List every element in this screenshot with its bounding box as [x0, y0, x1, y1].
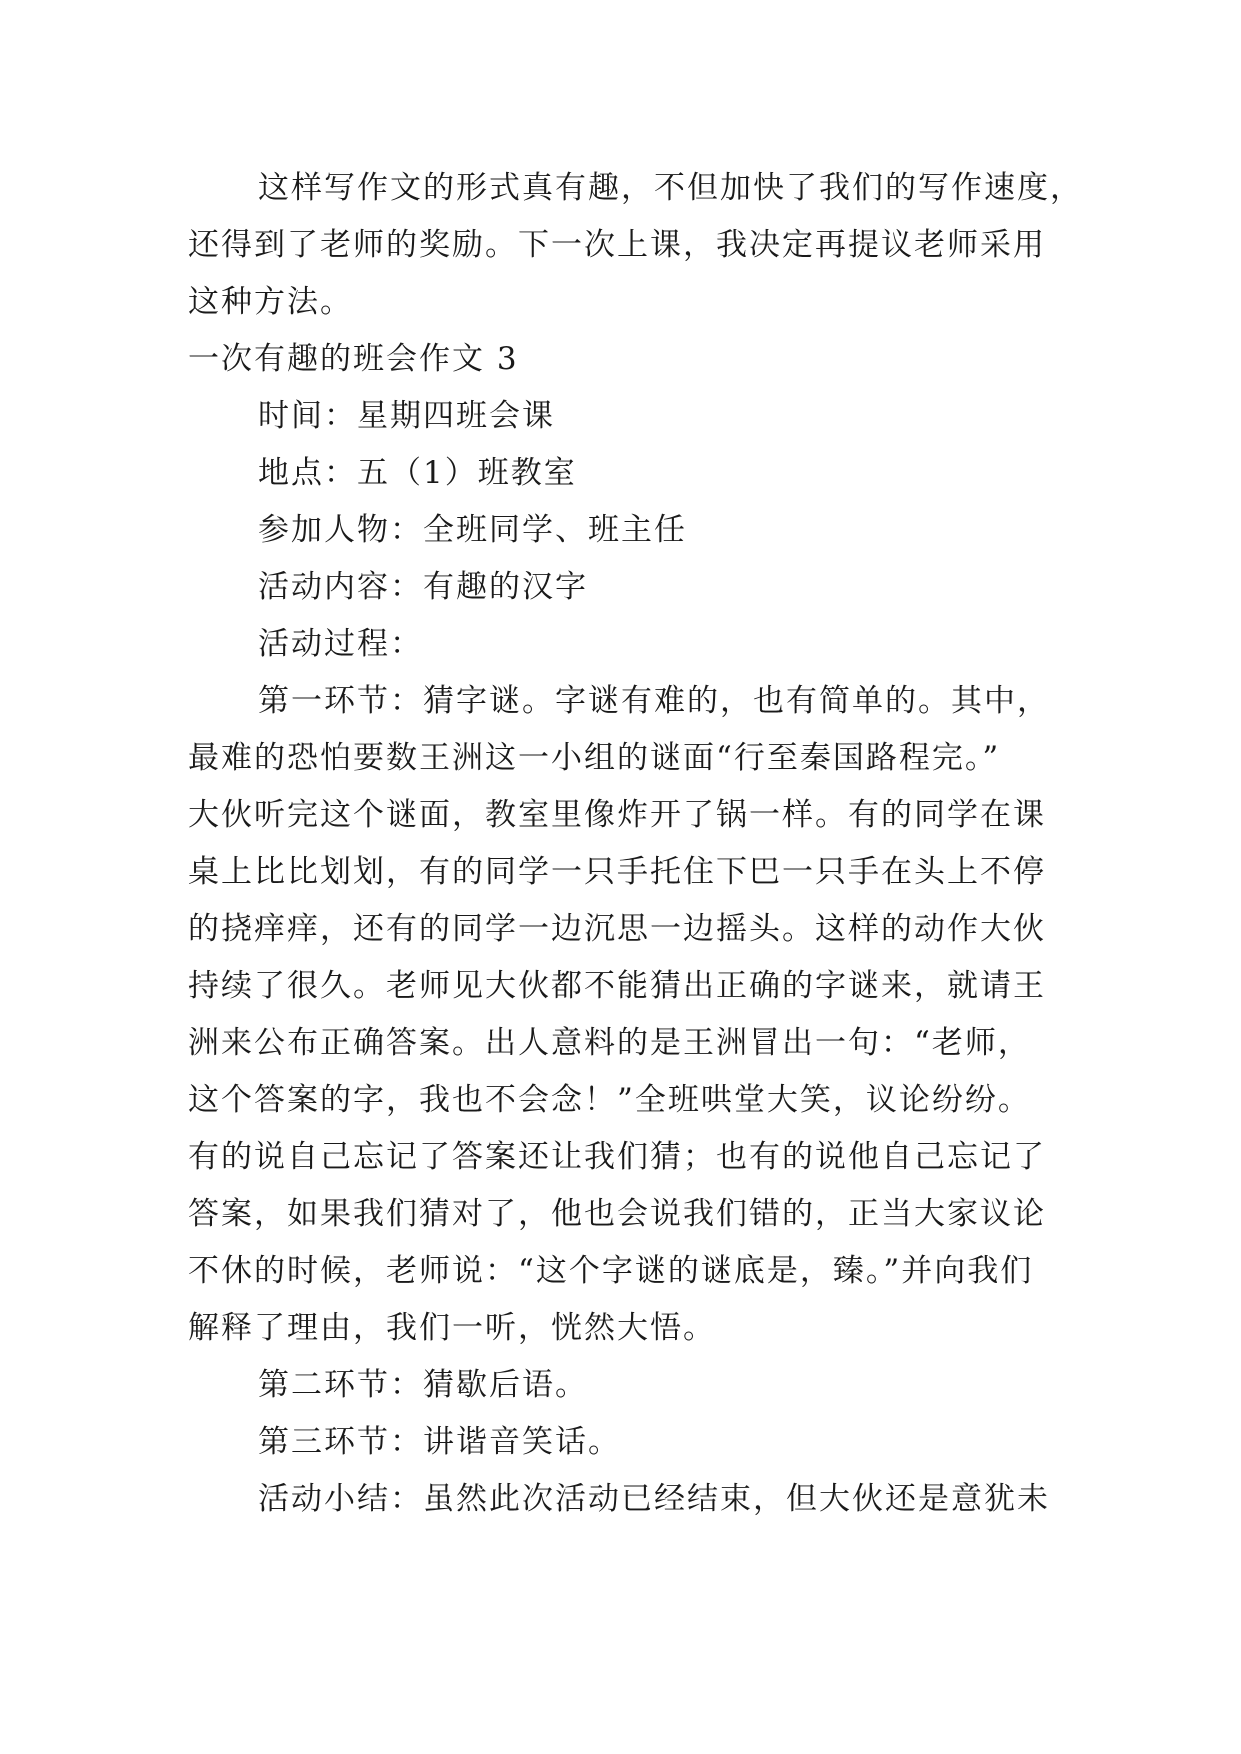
paragraph-line-11: 最难的恐怕要数王洲这一小组的谜面“行至秦国路程完。”: [188, 740, 1001, 776]
paragraph-line-15: 持续了很久。老师见大伙都不能猜出正确的字谜来，就请王: [188, 968, 1046, 1004]
paragraph-line-21: 解释了理由，我们一听，恍然大悟。: [188, 1310, 716, 1346]
section-heading: 一次有趣的班会作文 3: [188, 341, 519, 377]
paragraph-line-17: 这个答案的字，我也不会念！”全班哄堂大笑，议论纷纷。: [188, 1082, 1031, 1118]
paragraph-line-1: 这样写作文的形式真有趣，不但加快了我们的写作速度，: [258, 170, 1083, 206]
paragraph-line-14: 的挠痒痒，还有的同学一边沉思一边摇头。这样的动作大伙: [188, 911, 1046, 947]
paragraph-line-16: 洲来公布正确答案。出人意料的是王洲冒出一句：“老师，: [188, 1025, 1031, 1061]
activity-process-label: 活动过程：: [258, 626, 423, 662]
summary-line: 活动小结：虽然此次活动已经结束，但大伙还是意犹未: [258, 1481, 1050, 1517]
third-segment-line: 第三环节：讲谐音笑话。: [258, 1424, 621, 1460]
paragraph-line-20: 不休的时候，老师说：“这个字谜的谜底是，臻。”并向我们: [188, 1253, 1034, 1289]
paragraph-line-3: 这种方法。: [188, 284, 353, 320]
paragraph-line-19: 答案，如果我们猜对了，他也会说我们错的，正当大家议论: [188, 1196, 1046, 1232]
paragraph-line-10: 第一环节：猜字谜。字谜有难的，也有简单的。其中，: [258, 683, 1050, 719]
second-segment-line: 第二环节：猜歇后语。: [258, 1367, 588, 1403]
paragraph-line-2: 还得到了老师的奖励。下一次上课，我决定再提议老师采用: [188, 227, 1046, 263]
paragraph-line-13: 桌上比比划划，有的同学一只手托住下巴一只手在头上不停: [188, 854, 1046, 890]
location-line: 地点：五（1）班教室: [258, 455, 577, 491]
participants-line: 参加人物：全班同学、班主任: [258, 512, 687, 548]
paragraph-line-12: 大伙听完这个谜面，教室里像炸开了锅一样。有的同学在课: [188, 797, 1046, 833]
activity-content-line: 活动内容：有趣的汉字: [258, 569, 588, 605]
paragraph-line-18: 有的说自己忘记了答案还让我们猜；也有的说他自己忘记了: [188, 1139, 1046, 1175]
time-line: 时间：星期四班会课: [258, 398, 555, 434]
